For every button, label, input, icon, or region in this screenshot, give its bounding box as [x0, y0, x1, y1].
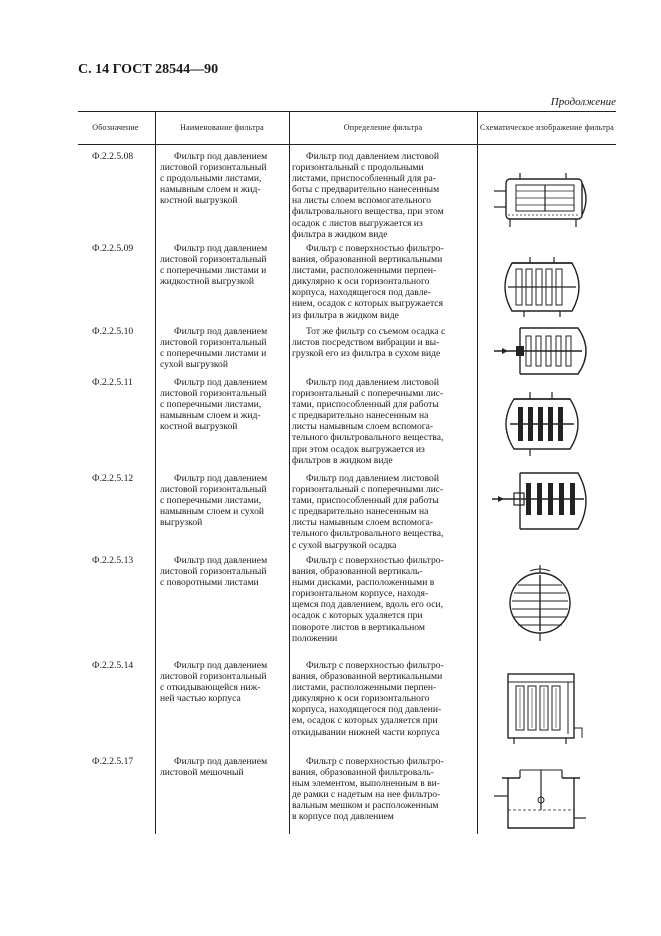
row-definition: Фильтр с поверхностью фильтро- вания, образованной фильтроваль- ным элементом, выполненным в ви- де рамки с надетым на нее фильтро- вальным мешком и расположенным в корпусе под давлением — [292, 756, 444, 823]
row-name: Фильтр под давлением листовой горизонтальный с продольными листами, намывным слоем и жид- костной выгрузкой — [160, 151, 268, 207]
row-name: Фильтр под давлением листовой горизонтальный с поперечными листами и сухой выгрузкой — [160, 326, 268, 371]
row-code: Ф.2.2.5.11 — [92, 377, 133, 388]
schematic-bag-filter — [490, 766, 590, 836]
row-definition: Фильтр под давлением листовой горизонтальный с продольными листами, приспособленный для ра- боты с предварительно нанесенным на листы слоем вспомогательного фильтровального вещества, при этом осадок с листов выгружается из фильтра в жидком виде — [292, 151, 444, 240]
column-header-name: Наименование фильтра — [180, 123, 264, 132]
row-name: Фильтр под давлением листовой горизонтальный с поперечными листами и жидкостной выгрузкой — [160, 243, 268, 288]
schematic-rotating-leaf-filter — [490, 563, 590, 643]
row-code: Ф.2.2.5.09 — [92, 243, 134, 254]
page-header: С. 14 ГОСТ 28544—90 — [78, 62, 219, 77]
row-definition: Тот же фильтр со съемом осадка с листов посредством вибрации и вы- грузкой его из фильтра в сухом виде — [292, 326, 446, 360]
row-definition: Фильтр с поверхностью фильтро- вания, образованной вертикальными листами, расположенными перпен- дикулярно к оси горизонтального корпуса, находящегося под давле- нием, осадок с которых выгружается из фильтра в жидком виде — [292, 243, 444, 321]
row-name: Фильтр под давлением листовой мешочный — [160, 756, 268, 779]
row-definition: Фильтр с поверхностью фильтро- вания, образованной вертикаль- ными дисками, расположенными в горизонтальном корпусе, находя- щемся под давлением, вдоль его оси, осадок с которых удаляется при повороте листов в вертикальном положении — [292, 555, 444, 644]
column-header-code: Обозначение — [92, 123, 139, 132]
schematic-precoat-transverse-filter — [490, 391, 590, 457]
row-name: Фильтр под давлением листовой горизонтальный с поперечными листами, намывным слоем и сухой выгрузкой — [160, 473, 268, 529]
row-code: Ф.2.2.5.08 — [92, 151, 134, 162]
schematic-drop-bottom-filter — [490, 668, 590, 746]
schematic-longitudinal-leaf-filter — [490, 171, 590, 229]
row-definition: Фильтр под давлением листовой горизонтальный с поперечными лис- тами, приспособленный для работы с предварительно нанесенным на листы намывным слоем вспомога- тельного фильтровального вещества, при этом осадок выгружается из фильтров в жидком виде — [292, 377, 444, 466]
continuation-label: Продолжение — [550, 96, 616, 108]
schematic-precoat-dry-discharge-filter — [490, 469, 600, 533]
row-definition: Фильтр под давлением листовой горизонтальный с поперечными лис- тами, приспособленный для работы с предварительно нанесенным на листы намывным слоем вспомога- тельного фильтровального вещества, с сухой выгрузкой осадка — [292, 473, 444, 551]
column-header-schematic: Схематическое изображение фильтра — [480, 123, 614, 132]
row-code: Ф.2.2.5.12 — [92, 473, 134, 484]
row-code: Ф.2.2.5.13 — [92, 555, 134, 566]
row-code: Ф.2.2.5.10 — [92, 326, 134, 337]
row-definition: Фильтр с поверхностью фильтро- вания, образованной вертикальными листами, расположенными перпен- дикулярно к оси горизонтального корпуса, находящегося под давлени- ем, осадок с которых удаляется при откидывании нижней части корпуса — [292, 660, 444, 738]
column-rule — [477, 112, 478, 834]
schematic-transverse-leaf-filter — [490, 255, 590, 319]
row-name: Фильтр под давлением листовой горизонтальный с поворотными листами — [160, 555, 268, 589]
row-name: Фильтр под давлением листовой горизонтальный с откидывающейся ниж- ней частью корпуса — [160, 660, 268, 705]
column-header-definition: Определение фильтра — [343, 123, 423, 132]
table-header — [78, 112, 616, 144]
row-code: Ф.2.2.5.14 — [92, 660, 134, 671]
schematic-vibration-discharge-filter — [490, 324, 600, 378]
row-name: Фильтр под давлением листовой горизонтальный с поперечными листами, намывным слоем и жид- костной выгрузкой — [160, 377, 268, 433]
row-code: Ф.2.2.5.17 — [92, 756, 134, 767]
column-rule — [289, 112, 290, 834]
table-header-rule — [78, 144, 616, 145]
